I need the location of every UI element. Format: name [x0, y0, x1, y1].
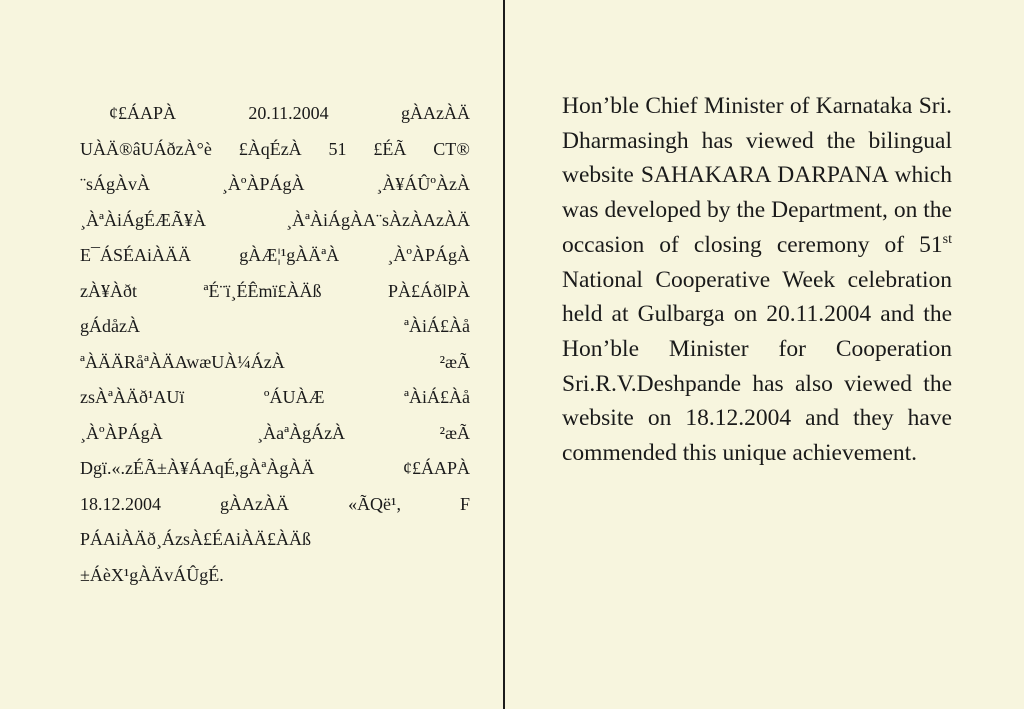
word: ¸ÀaªÀgÁzÀ [257, 422, 346, 443]
word: 20.11.2004 [248, 103, 329, 123]
word: «ÃQë¹, [348, 493, 401, 514]
word: ²æÃ [439, 422, 470, 443]
word: ¨sÁgÀvÀ [80, 174, 150, 194]
text-line [80, 132, 470, 168]
word: ¸ÀªÀiÁgÀA¨sÀzÀAzÀÄ [286, 209, 470, 230]
word: £ÀqÉzÀ [238, 138, 302, 159]
word: ªÀÄÄRåªÀÄAwæUÀ¼ÁzÀ [80, 351, 285, 372]
word: PÀ£ÁðlPÀ [387, 280, 470, 301]
text-line [80, 380, 470, 416]
word: 51 [328, 138, 347, 159]
text-line [80, 487, 470, 523]
word: gÀAzÀÄ [220, 493, 290, 514]
paragraph-text-end: National Cooperative Week celebration held at Gulbarga on 20.11.2004 and the Hon’ble Minister for Cooperation Sri.R.V.Deshpande has also viewed the website on 18.12.2004 and they have commended this unique achievement. [562, 266, 952, 467]
word: ¸ÀºÀPÁgÀ [387, 245, 470, 265]
text-line [80, 522, 470, 558]
word: zÀ¥Àðt [80, 280, 137, 301]
text-line [80, 203, 470, 239]
ordinal-suffix: st [942, 231, 952, 247]
word: ¸À¥ÁÛºÀzÀ [376, 174, 470, 194]
english-text-column [562, 89, 952, 471]
english-paragraph [562, 89, 952, 471]
word: ¸ÀªÀiÁgÉÆÃ¥À [80, 209, 206, 230]
text-line [80, 309, 470, 345]
word: gÀAzÀÄ [400, 103, 470, 123]
word: ¢£ÁAPÀ [109, 103, 177, 123]
word: ªÉ¨ï¸ÉÊmï£ÀÄß [203, 280, 322, 301]
word: 18.12.2004 [80, 493, 161, 514]
text-line [80, 167, 470, 203]
word: ¸ÀºÀPÁgÀ [80, 422, 163, 443]
text-line [80, 238, 470, 274]
paragraph-text-start: Hon’ble Chief Minister of Karnataka Sri. Dharmasingh has viewed the bilingual website SAHAKARA DARPANA which was developed by the Department, on the occasion of closing ceremony of 51 [562, 93, 952, 258]
word: UÀÄ®âUÁðzÀ°è [80, 138, 212, 159]
word: ªÀiÁ£Àå [404, 387, 470, 407]
word: zsÀªÀÄð¹AUï [80, 387, 185, 407]
kannada-text-column [80, 96, 470, 593]
text-line [80, 451, 470, 487]
word: ºÁUÀÆ [263, 387, 325, 407]
text-line [80, 558, 470, 594]
word: F [459, 493, 470, 514]
word: E¯ÁSÉAiÀÄÄ [80, 245, 191, 265]
text-line [80, 96, 470, 132]
word: ±ÁèX¹gÀÄvÁÛgÉ. [80, 564, 224, 585]
word: £ÉÃ [373, 138, 407, 159]
word: CT® [433, 138, 470, 159]
word: PÁAiÀÄð¸ÁzsÀ£ÉAiÀÄ£ÀÄß [80, 529, 311, 549]
word: ²æÃ [439, 351, 470, 372]
text-line [80, 274, 470, 310]
word: Dgï.«.zÉÃ±À¥ÁAqÉ,gÀªÀgÀÄ [80, 458, 315, 478]
text-line [80, 345, 470, 381]
word: gÀÆ¦¹gÀÄªÀ [239, 245, 340, 265]
word: ¢£ÁAPÀ [402, 458, 470, 478]
word: ªÀiÁ£Àå [404, 316, 470, 336]
word: gÁdåzÀ [80, 316, 140, 336]
page-divider [503, 0, 505, 709]
word: ¸ÀºÀPÁgÀ [221, 174, 305, 194]
text-line [80, 416, 470, 452]
